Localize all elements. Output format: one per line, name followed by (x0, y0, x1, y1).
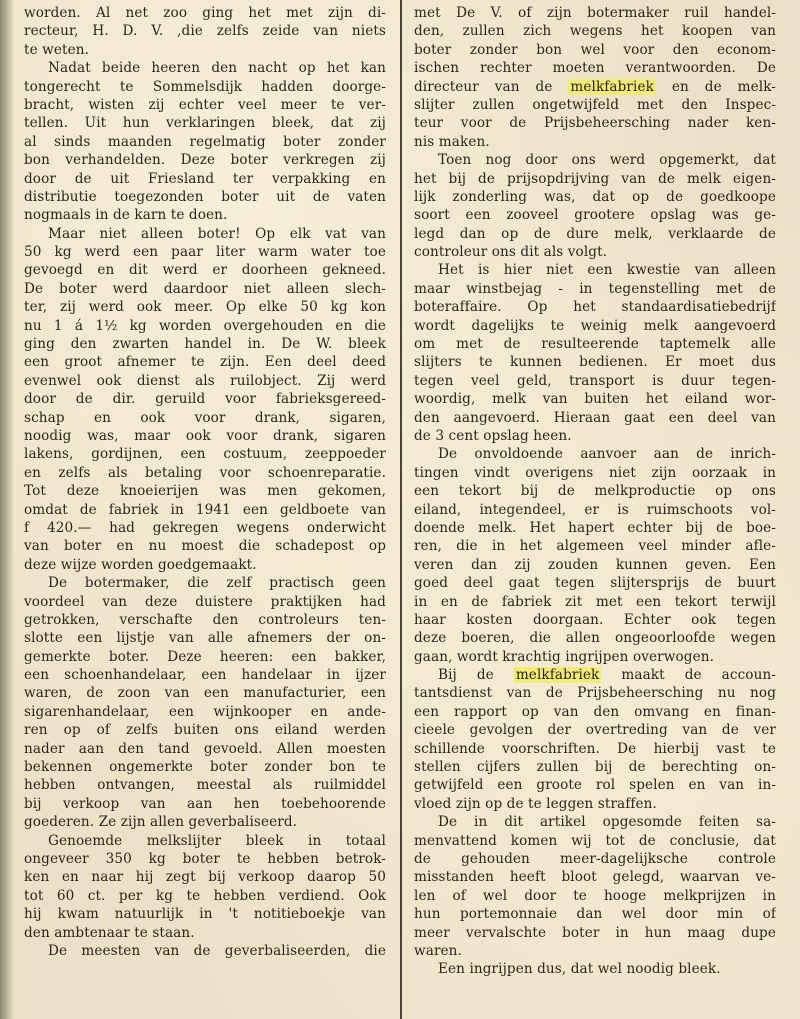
text-line (414, 280, 776, 298)
line-text: schillende voorschriften. De hierbij vast te (414, 740, 776, 757)
text-line (414, 464, 776, 482)
line-text: stellen cijfers zullen bij de berechting on- (414, 759, 776, 776)
text-line (414, 41, 776, 59)
text-line (414, 776, 776, 794)
line-text: len of wel door te hooge melkprijzen in (414, 887, 776, 904)
column-divider (400, 0, 402, 1019)
line-text: doende melk. Het hapert echter bij de boe- (414, 519, 776, 536)
text-line (414, 850, 776, 868)
text-line (24, 887, 386, 905)
text-line (414, 133, 776, 151)
text-line (24, 133, 386, 151)
line-text: schap en ook voor drank, sigaren, (24, 409, 386, 426)
text-line (414, 758, 776, 776)
text-line (414, 243, 776, 261)
line-text: legd dan op de dure melk, verklaarde de (414, 225, 776, 242)
line-text: menvattend komen wij tot de conclusie, dat (414, 832, 776, 849)
line-text: bij verkoop van aan hen toebehoorende (24, 795, 386, 812)
line-text: Een ingrijpen dus, dat wel noodig bleek. (438, 961, 721, 978)
line-text: door de uit Friesland ter verpakking en (24, 170, 386, 187)
text-line (24, 427, 386, 445)
line-text: den aangevoerd. Hieraan gaat een deel van (414, 409, 776, 426)
line-text-continued: maakt de accoun- (601, 667, 776, 684)
text-line (24, 721, 386, 739)
text-line (24, 813, 386, 831)
line-text: recteur, H. D. V. ,die zelfs zeide van niets (24, 23, 386, 40)
text-line (24, 151, 386, 169)
text-line (24, 170, 386, 188)
line-text: getwijfeld een groote rol spelen en van in- (414, 777, 776, 794)
line-text: ken en naar hij zegt bij verkoop daarop 50 (24, 869, 386, 886)
text-line (414, 813, 776, 831)
text-line (24, 114, 386, 132)
text-line (24, 537, 386, 555)
text-line (24, 78, 386, 96)
text-line (24, 353, 386, 371)
line-text: Bij de (438, 667, 514, 684)
text-line (24, 684, 386, 702)
text-line (24, 556, 386, 574)
text-line (24, 243, 386, 261)
line-text: Tot deze knoeierijen was men gekomen, (24, 483, 386, 500)
text-line (24, 22, 386, 40)
line-text: lakens, gordijnen, een costuum, zeeppoeder (24, 446, 386, 463)
text-line (414, 22, 776, 40)
page-left-edge (0, 0, 14, 1019)
text-line (414, 151, 776, 169)
text-line (24, 96, 386, 114)
text-line (414, 96, 776, 114)
text-line (24, 298, 386, 316)
article-column-right (414, 4, 776, 1016)
line-text: sigarenhandelaar, een wijnkooper en ande- (24, 703, 386, 720)
text-line (414, 868, 776, 886)
line-text: distributie toegezonden boter uit de vaten (24, 188, 386, 205)
line-text: teur voor de Prijsbeheersching nader ken- (414, 115, 776, 132)
line-text: bon verhandelden. Deze boter verkregen zij (24, 152, 386, 169)
line-text: ongeveer 350 kg boter te hebben betrok- (24, 850, 386, 867)
line-text: bracht, wisten zij echter veel meer te ver- (24, 96, 386, 113)
text-line (24, 629, 386, 647)
text-line (414, 206, 776, 224)
line-text-continued: en de melk- (655, 78, 776, 95)
line-text: voordeel van deze duistere praktijken had (24, 593, 386, 610)
text-line (414, 684, 776, 702)
line-text: ischen rechter moeten verantwoorden. De (414, 60, 776, 77)
line-text: al sinds maanden regelmatig boter zonder (24, 133, 386, 150)
line-text: een tekort bij de melkproductie op ons (414, 483, 776, 500)
text-line (414, 114, 776, 132)
text-line (24, 776, 386, 794)
line-text: meer vervalschte boter in hun maag dupe (414, 924, 776, 941)
line-text: ter, zij werd ook meer. Op elke 50 kg kon (24, 299, 386, 316)
line-text: slotte een lijstje van alle afnemers der on- (24, 630, 386, 647)
line-text: tegen veel geld, transport is duur tegen- (414, 372, 776, 389)
line-text: De in dit artikel opgesomde feiten sa- (438, 814, 776, 831)
line-text: cieele gevolgen der overtreding van de ver (414, 722, 776, 739)
line-text: den, zullen zich wegens het koopen van (414, 23, 776, 40)
line-text: gemerkte boter. Deze heeren: een bakker, (24, 648, 386, 665)
line-text: en zelfs als betaling voor schoenreparatie. (24, 464, 386, 481)
text-line (24, 317, 386, 335)
text-line (414, 372, 776, 390)
line-text: goederen. Ze zijn allen geverbaliseerd. (24, 814, 298, 831)
text-line (24, 41, 386, 59)
line-text: 50 kg werd een paar liter warm water toe (24, 244, 386, 261)
line-text: tantsdienst van de Prijsbeheersching nu nog (414, 685, 776, 702)
line-text: tingen vindt overigens niet zijn oorzaak in (414, 464, 776, 481)
text-line (414, 188, 776, 206)
line-text: de gehouden meer-dagelijksche controle (414, 850, 776, 867)
text-line (24, 188, 386, 206)
line-text: woordig, melk van buiten het eiland wor- (414, 391, 776, 408)
text-line (414, 666, 776, 684)
line-text: Genoemde melkslijter bleek in totaal (48, 832, 386, 849)
line-text: slijter zullen ongetwijfeld met den Inspec- (414, 96, 776, 113)
text-line (414, 482, 776, 500)
text-line (414, 942, 776, 960)
line-text: de 3 cent opslag heen. (414, 427, 572, 444)
line-text: haar kosten doorgaan. Echter ook tegen (414, 611, 776, 628)
line-text: ren, die in het algemeen veel minder afle- (414, 538, 776, 555)
text-line (24, 611, 386, 629)
line-text: een rapport op van den omvang en finan- (414, 703, 776, 720)
line-text: hun portemonnaie dan wel door min of (414, 906, 776, 923)
text-line (24, 445, 386, 463)
text-line (414, 409, 776, 427)
line-text: soort een zooveel grootere opslag was ge- (414, 207, 776, 224)
line-text: evenwel ook dienst als ruilobject. Zij werd (24, 372, 386, 389)
text-line (24, 335, 386, 353)
text-line (24, 648, 386, 666)
line-text: ging den zwarten handel in. De W. bleek (24, 336, 386, 353)
text-line (24, 261, 386, 279)
text-line (414, 519, 776, 537)
text-line (414, 427, 776, 445)
text-line (24, 206, 386, 224)
text-line (414, 648, 776, 666)
line-text: directeur van de (414, 78, 569, 95)
line-text: met De V. of zijn botermaker ruil handel- (414, 5, 776, 21)
text-line (24, 482, 386, 500)
text-line (414, 703, 776, 721)
text-line (414, 170, 776, 188)
text-line (24, 280, 386, 298)
text-line (24, 758, 386, 776)
line-text: tongerecht te Sommelsdijk hadden doorge- (24, 78, 386, 95)
text-line (24, 409, 386, 427)
line-text: tellen. Uit hun verklaringen bleek, dat zij (24, 115, 386, 132)
text-line (24, 905, 386, 923)
line-text: worden. Al net zoo ging het met zijn di- (24, 5, 386, 21)
text-line (414, 59, 776, 77)
line-text: De onvoldoende aanvoer aan de inrich- (438, 446, 776, 463)
text-line (414, 335, 776, 353)
text-line (414, 887, 776, 905)
text-line (414, 721, 776, 739)
text-line (414, 317, 776, 335)
text-line (414, 4, 776, 22)
text-line (24, 942, 386, 960)
text-line (24, 795, 386, 813)
text-line (24, 225, 386, 243)
text-line (414, 537, 776, 555)
line-text: vloed zijn op de te leggen straffen. (414, 795, 657, 812)
line-text: wordt dagelijks te weinig melk aangevoerd (414, 317, 776, 334)
line-text: misstanden heeft bloot gelegd, waarvan ve- (414, 869, 776, 886)
line-text: ren op of zelfs buiten ons eiland werden (24, 722, 386, 739)
text-line (24, 868, 386, 886)
highlighted-term: melkfabriek (570, 78, 654, 95)
line-text: f 420.— had gekregen wegens onderwicht (24, 519, 386, 536)
text-line (414, 629, 776, 647)
text-line (24, 740, 386, 758)
text-line (24, 519, 386, 537)
line-text: om met de resulteerende taptemelk alle (414, 336, 776, 353)
text-line (414, 78, 776, 96)
line-text: getrokken, verschafte den controleurs ten- (24, 611, 386, 628)
line-text: hebben ontvangen, meestal als ruilmiddel (24, 777, 386, 794)
text-line (414, 261, 776, 279)
line-text: veren dan zij zouden kunnen geven. Een (414, 556, 776, 573)
line-text: boteraffaire. Op het standaardisatiebedrijf (414, 299, 776, 316)
line-text: een groot afnemer te zijn. Een deel deed (24, 354, 386, 371)
line-text: door de dir. geruild voor fabrieksgereed- (24, 391, 386, 408)
text-line (414, 905, 776, 923)
line-text: nogmaals in de karn te doen. (24, 207, 228, 224)
line-text: eiland, integendeel, er is ruimschoots vol- (414, 501, 776, 518)
text-line (24, 501, 386, 519)
line-text: Nadat beide heeren den nacht op het kan (48, 60, 386, 77)
highlighted-term: melkfabriek (515, 667, 600, 684)
text-line (24, 924, 386, 942)
text-line (24, 574, 386, 592)
line-text: Maar niet alleen boter! Op elk vat van (48, 225, 386, 242)
line-text: nader aan den tand gevoeld. Allen moesten (24, 740, 386, 757)
line-text: tot 60 ct. per kg te hebben verdiend. Ook (24, 887, 386, 904)
text-line (24, 59, 386, 77)
text-line (414, 593, 776, 611)
line-text: te weten. (24, 41, 89, 58)
line-text: Het is hier niet een kwestie van alleen (438, 262, 776, 279)
line-text: De meesten van de geverbaliseerden, die (48, 942, 386, 959)
text-line (414, 225, 776, 243)
line-text: De boter werd daardoor niet alleen slech- (24, 280, 386, 297)
line-text: maar winstbejag - in tegenstelling met de (414, 280, 776, 297)
text-line (414, 924, 776, 942)
text-line (414, 501, 776, 519)
text-line (24, 666, 386, 684)
line-text: lijk zonderling was, dat op de goedkoope (414, 188, 776, 205)
text-line (24, 703, 386, 721)
line-text: het bij de prijsopdrijving van de melk eigen- (414, 170, 776, 187)
line-text: gaan, wordt krachtig ingrijpen overwogen. (414, 648, 714, 665)
text-line (24, 850, 386, 868)
line-text: goed deel gaat tegen slijtersprijs de buurt (414, 575, 776, 592)
text-line (24, 593, 386, 611)
line-text: boter zonder bon wel voor den econom- (414, 41, 776, 58)
line-text: waren. (414, 942, 462, 959)
line-text: De botermaker, die zelf practisch geen (48, 575, 386, 592)
text-line (414, 795, 776, 813)
line-text: nu 1 á 1½ kg worden overgehouden en die (24, 317, 386, 334)
article-column-left (24, 4, 386, 1016)
line-text: nis maken. (414, 133, 490, 150)
text-line (414, 832, 776, 850)
text-line (414, 740, 776, 758)
text-line (414, 556, 776, 574)
line-text: in en de fabriek zit met een tekort terwijl (414, 593, 776, 610)
text-line (24, 390, 386, 408)
text-line (414, 574, 776, 592)
line-text: gevoegd en dit werd er doorheen gekneed. (24, 262, 386, 279)
text-line (414, 298, 776, 316)
line-text: hij kwam natuurlijk in 't notitieboekje van (24, 906, 386, 923)
line-text: Toen nog door ons werd opgemerkt, dat (438, 152, 776, 169)
line-text: een schoenhandelaar, een handelaar in ijzer (24, 667, 386, 684)
line-text: bekennen ongemerkte boter zonder bon te (24, 759, 386, 776)
text-line (414, 960, 776, 978)
text-line (414, 353, 776, 371)
line-text: controleur ons dit als volgt. (414, 244, 608, 261)
line-text: deze boeren, die allen ongeoorloofde wegen (414, 630, 776, 647)
line-text: waren, de zoon van een manufacturier, een (24, 685, 386, 702)
text-line (414, 390, 776, 408)
line-text: noodig was, maar ook voor drank, sigaren (24, 427, 386, 444)
line-text: den ambtenaar te staan. (24, 924, 195, 941)
text-line (24, 372, 386, 390)
text-line (24, 4, 386, 22)
text-line (24, 832, 386, 850)
text-line (24, 464, 386, 482)
line-text: deze wijze worden goedgemaakt. (24, 556, 257, 573)
text-line (414, 445, 776, 463)
line-text: slijters te kunnen bedienen. Er moet dus (414, 354, 776, 371)
line-text: van boter en nu moest die schadepost op (24, 538, 386, 555)
line-text: omdat de fabriek in 1941 een geldboete van (24, 501, 386, 518)
text-line (414, 611, 776, 629)
